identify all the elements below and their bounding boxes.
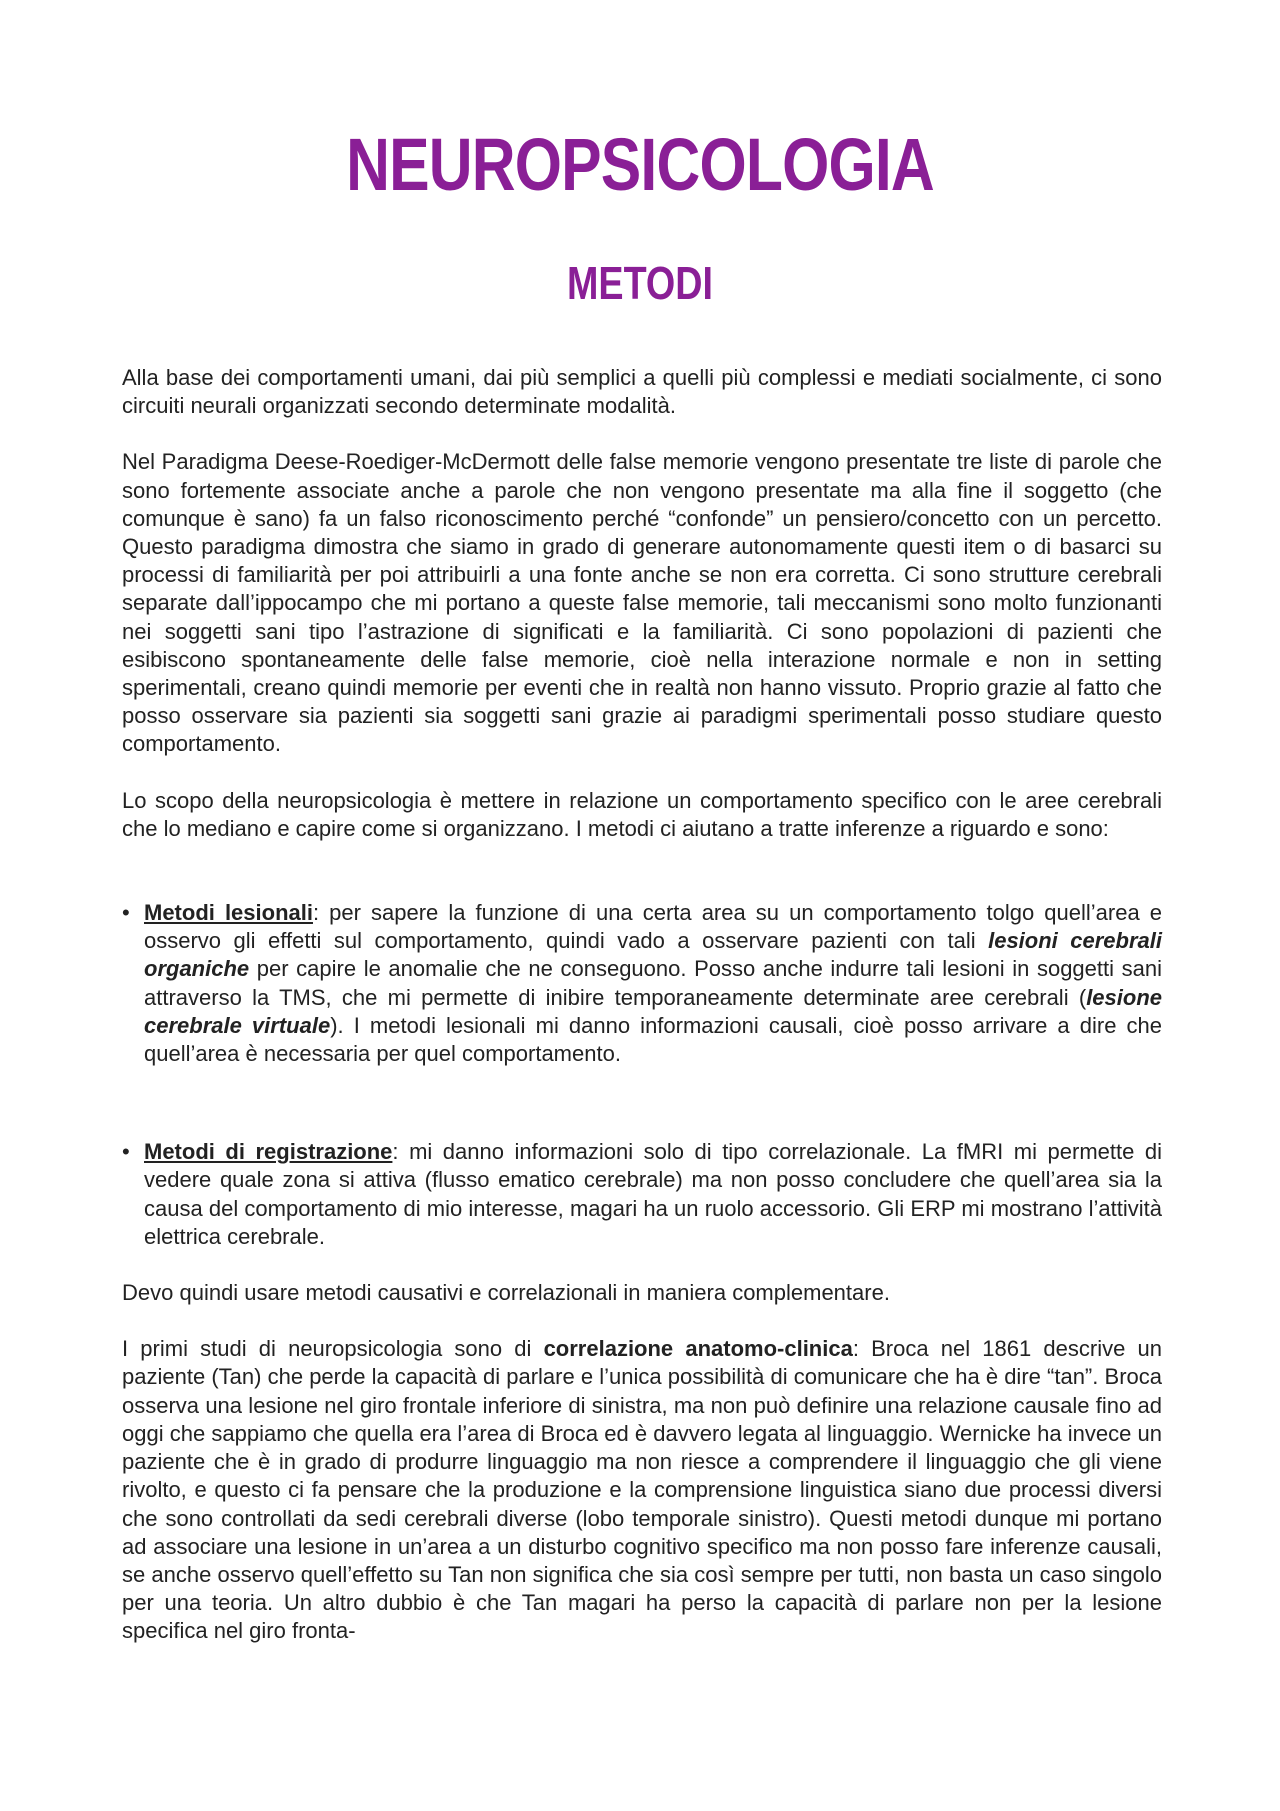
lesional-text-3: ). I metodi lesionali mi danno informazioni causali, cioè posso arrivare a dire che quell’area è necessaria per quel comportamento. xyxy=(144,1012,1162,1067)
emphasis-virtual-lesion: lesione cerebrale virtuale xyxy=(144,984,1162,1038)
list-item-recording-methods xyxy=(122,1138,1162,1251)
lesional-text-1: : per sapere la funzione di una certa area su un comportamento tolgo quell’area e osservo gli effetti sul comportamento, quindi vado a osservare pazienti con tali xyxy=(144,900,1163,954)
term-lesional-methods: Metodi lesionali xyxy=(144,900,313,926)
document-subtitle: METODI xyxy=(566,257,714,309)
methods-list xyxy=(122,899,1162,1251)
document-body xyxy=(122,364,1162,1674)
list-item-lesional-methods xyxy=(122,899,1162,1068)
recording-text: : mi danno informazioni solo di tipo correlazionale. La fMRI mi permette di vedere quale zona si attiva (flusso ematico cerebrale) ma non posso concludere che quell’area sia la causa del comportamento di mio interesse, magari ha un ruolo accessorio. Gli ERP mi mostrano l’attività elettrica cerebrale. xyxy=(144,1139,1162,1249)
paragraph-complementary-methods: Devo quindi usare metodi causativi e correlazionali in maniera complementare. xyxy=(122,1280,890,1306)
bullet-icon: • xyxy=(122,1139,130,1165)
paragraph-drm-paradigm: Nel Paradigma Deese-Roediger-McDermott delle false memorie vengono presentate tre liste di parole che sono fortemente associate anche a parole che non vengono presentate ma alla fine il soggetto (che comunque è sano) fa un falso riconoscimento perché “confonde” un pensiero/concetto con un percetto. Questo paradigma dimostra che siamo in grado di generare autonomamente questi item o di basarci su processi di familiarità per poi attribuirli a una fonte anche se non era corretta. Ci sono strutture cerebrali separate dall’ippocampo che mi portano a queste false memorie, tali meccanismi sono molto funzionanti nei soggetti sani tipo l’astrazione di significati e la familiarità. Ci sono popolazioni di pazienti che esibiscono spontaneamente delle false memorie, cioè nella interazione normale e non in setting sperimentali, creano quindi memorie per eventi che in realtà non hanno vissuto. Proprio grazie al fatto che posso osservare sia pazienti sia soggetti sani grazie ai paradigmi sperimentali posso studiare questo comportamento. xyxy=(122,449,1162,757)
anatomo-clinical-text-rest: : Broca nel 1861 descrive un paziente (Tan) che perde la capacità di parlare e l’unica possibilità di comunicare che ha è dire “tan”. Broca osserva una lesione nel giro frontale inferiore di sinistra, ma non può definire una relazione causale fino ad oggi che sappiamo che quella era l’area di Broca ed è davvero legata al linguaggio. Wernicke ha invece un paziente che è in grado di produrre linguaggio ma non riesce a comprendere il linguaggio che gli viene rivolto, e questo ci fa pensare che la produzione e la comprensione linguistica siano due processi diversi che sono controllati da sedi cerebrali diverse (lobo temporale sinistro). Questi metodi dunque mi portano ad associare una lesione in un’area a un disturbo cognitivo specifico ma non posso fare inferenze causali, se anche osservo quell’effetto su Tan non significa che sia così sempre per tutti, non basta un caso singolo per una teoria. Un altro dubbio è che Tan magari ha perso la capacità di parlare non per la lesione specifica nel giro fronta- xyxy=(122,1336,1162,1644)
lesional-text-2: per capire le anomalie che ne conseguono. Posso anche indurre tali lesioni in soggetti sani attraverso la TMS, che mi permette di inibire temporaneamente determinate aree cerebrali ( xyxy=(144,956,1162,1010)
term-anatomo-clinical-correlation: correlazione anatomo-clinica xyxy=(543,1336,853,1362)
paragraph-scope: Lo scopo della neuropsicologia è mettere in relazione un comportamento specifico con le aree cerebrali che lo mediano e capire come si organizzano. I metodi ci aiutano a tratte inferenze a riguardo e sono: xyxy=(122,787,1162,841)
paragraph-anatomo-clinical xyxy=(122,1335,1162,1645)
paragraph-intro: Alla base dei comportamenti umani, dai più semplici a quelli più complessi e mediati socialmente, ci sono circuiti neurali organizzati secondo determinate modalità. xyxy=(122,365,1162,419)
document-title: NEUROPSICOLOGIA xyxy=(346,123,934,206)
term-recording-methods: Metodi di registrazione xyxy=(144,1139,393,1165)
anatomo-clinical-text-start: I primi studi di neuropsicologia sono di xyxy=(122,1336,544,1362)
emphasis-organic-lesions: lesioni cerebrali organiche xyxy=(144,928,1162,982)
bullet-icon: • xyxy=(122,900,130,926)
